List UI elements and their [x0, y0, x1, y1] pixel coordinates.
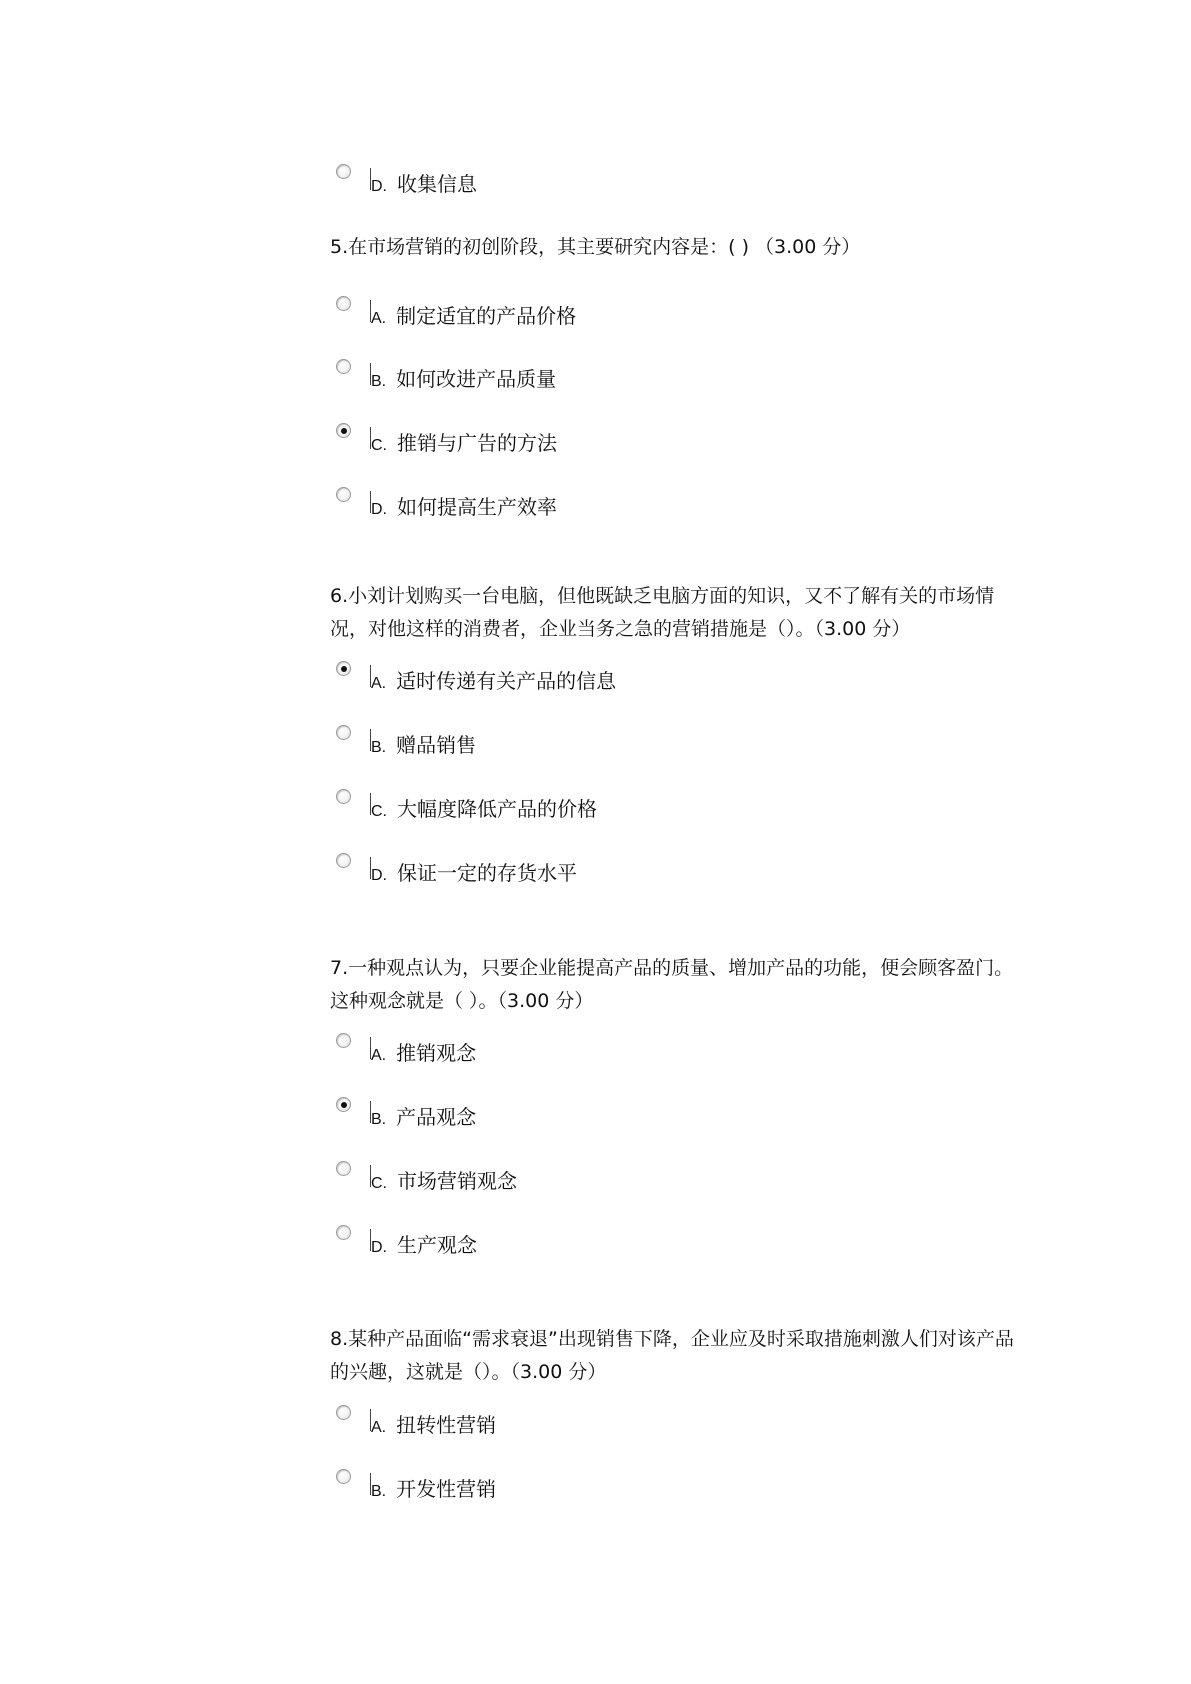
- radio-button[interactable]: [336, 1225, 351, 1240]
- radio-button[interactable]: [336, 853, 351, 868]
- radio-button[interactable]: [336, 1405, 351, 1420]
- q5-option-a[interactable]: [336, 296, 836, 336]
- radio-dot: [341, 1102, 347, 1108]
- q6-option-a[interactable]: [336, 661, 836, 701]
- q6-option-b[interactable]: [336, 725, 836, 765]
- q6-option-d[interactable]: [336, 853, 836, 893]
- radio-button[interactable]: [336, 725, 351, 740]
- option-label: B. 产品观念: [371, 1105, 477, 1129]
- radio-button[interactable]: [336, 487, 351, 502]
- q5-option-c[interactable]: [336, 423, 836, 463]
- q6-option-c[interactable]: [336, 789, 836, 829]
- q5-option-d[interactable]: [336, 487, 836, 527]
- option-label: A. 制定适宜的产品价格: [371, 304, 577, 328]
- option-label: B. 赠品销售: [371, 733, 477, 757]
- radio-dot: [341, 428, 347, 434]
- option-label: C. 市场营销观念: [371, 1169, 517, 1193]
- question-7-prompt: 7.一种观点认为，只要企业能提高产品的质量、增加产品的功能，便会顾客盈门。这种观念就是（ ）。（3.00 分）: [330, 957, 1014, 1012]
- option-label: B. 如何改进产品质量: [371, 367, 557, 391]
- radio-button[interactable]: [336, 661, 351, 676]
- question-5-prompt: 5.在市场营销的初创阶段，其主要研究内容是：( ) （3.00 分）: [330, 236, 861, 258]
- option-label: A. 推销观念: [371, 1041, 477, 1065]
- option-label: D. 收集信息: [371, 172, 477, 196]
- option-label: A. 适时传递有关产品的信息: [371, 669, 617, 693]
- radio-button[interactable]: [336, 296, 351, 311]
- q4-option-d[interactable]: [336, 164, 836, 204]
- q7-option-d[interactable]: [336, 1225, 836, 1265]
- radio-button[interactable]: [336, 1161, 351, 1176]
- radio-button[interactable]: [336, 423, 351, 438]
- option-label: A. 扭转性营销: [371, 1413, 497, 1437]
- q7-option-b[interactable]: [336, 1097, 836, 1137]
- question-6-prompt: 6.小刘计划购买一台电脑，但他既缺乏电脑方面的知识，又不了解有关的市场情况，对他这样的消费者，企业当务之急的营销措施是（）。（3.00 分）: [330, 585, 995, 640]
- option-label: B. 开发性营销: [371, 1477, 497, 1501]
- radio-button[interactable]: [336, 1033, 351, 1048]
- option-label: D. 如何提高生产效率: [371, 495, 557, 519]
- radio-dot: [341, 666, 347, 672]
- option-label: C. 推销与广告的方法: [371, 431, 557, 455]
- question-8-prompt: 8.某种产品面临“需求衰退”出现销售下降，企业应及时采取措施刺激人们对该产品的兴趣，这就是（）。（3.00 分）: [330, 1328, 1014, 1383]
- option-label: D. 生产观念: [371, 1233, 477, 1257]
- radio-button[interactable]: [336, 359, 351, 374]
- radio-button[interactable]: [336, 164, 351, 179]
- q7-option-c[interactable]: [336, 1161, 836, 1201]
- q8-option-a[interactable]: [336, 1405, 836, 1445]
- option-label: D. 保证一定的存货水平: [371, 861, 577, 885]
- q8-option-b[interactable]: [336, 1469, 836, 1509]
- radio-button[interactable]: [336, 789, 351, 804]
- radio-button[interactable]: [336, 1097, 351, 1112]
- radio-button[interactable]: [336, 1469, 351, 1484]
- option-label: C. 大幅度降低产品的价格: [371, 797, 597, 821]
- q5-option-b[interactable]: [336, 359, 836, 399]
- q7-option-a[interactable]: [336, 1033, 836, 1073]
